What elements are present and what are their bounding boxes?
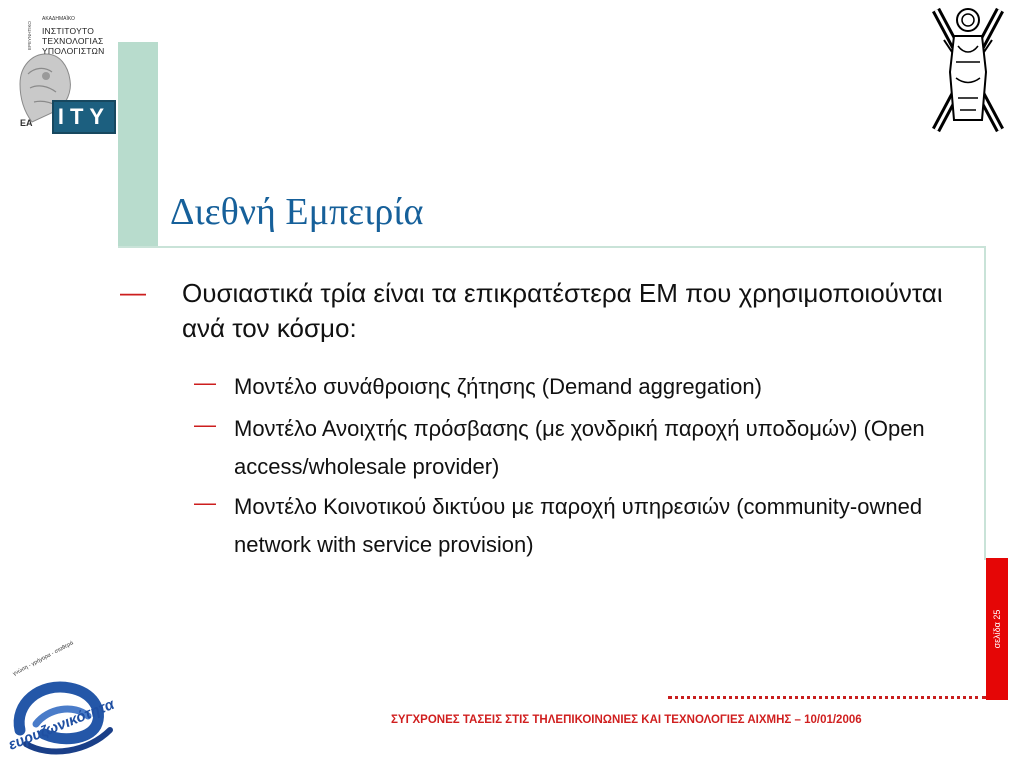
page-number-label: σελίδα 25 [992, 609, 1002, 649]
title-underline [118, 246, 986, 248]
bullet-dash: — [120, 277, 146, 307]
ity-logo-name-line: ΤΕΧΝΟΛΟΓΙΑΣ [42, 36, 104, 46]
sub-bullet-dash: — [194, 412, 216, 437]
accent-bar [118, 42, 158, 247]
ity-logo-side-text: ΕΡΕΥΝΗΤΙΚΟ [27, 21, 32, 50]
broadband-logo-word: ευρυζωνικότητα [6, 695, 117, 754]
ity-logo-name [42, 26, 104, 56]
ity-logo-top-text: ΑΚΑΔΗΜΑΪΚΟ [42, 16, 75, 22]
footer-dotted-line [668, 696, 986, 699]
right-border-line [984, 246, 986, 560]
sub-bullet-text: Μοντέλο Κοινοτικού δικτύου με παροχή υπηρεσιών (community-owned network with service provision) [234, 494, 923, 557]
ity-logo-name-line: ΙΝΣΤΙΤΟΥΤΟ [42, 26, 95, 36]
ity-logo-ea: ΕΑ [20, 118, 33, 128]
ity-logo-name-line: ΥΠΟΛΟΓΙΣΤΩΝ [42, 46, 105, 56]
page-number-box [986, 558, 1008, 700]
sub-bullet-text: Μοντέλο συνάθροισης ζήτησης (Demand aggregation) [234, 374, 762, 399]
footer-text: ΣΥΓΧΡΟΝΕΣ ΤΑΣΕΙΣ ΣΤΙΣ ΤΗΛΕΠΙΚΟΙΝΩΝΙΕΣ ΚΑΙ ΤΕΧΝΟΛΟΓΙΕΣ ΑΙΧΜΗΣ – 10/01/2006 [391, 714, 862, 726]
broadband-logo [0, 640, 128, 768]
sub-bullet-dash: — [194, 370, 216, 395]
sub-bullet-dash: — [194, 490, 216, 515]
university-seal-icon [928, 2, 1008, 138]
slide-title: Διεθνή Εμπειρία [170, 191, 424, 233]
main-bullet-text: Ουσιαστικά τρία είναι τα επικρατέστερα ΕΜ που χρησιμοποιούνται ανά τον κόσμο: [182, 278, 943, 343]
ity-logo-mark [52, 100, 116, 134]
ity-logo-mark-text: ITY [57, 104, 111, 129]
sub-bullet-text: Μοντέλο Ανοιχτής πρόσβασης (με χονδρική παροχή υποδομών) (Open access/wholesale provider) [234, 416, 925, 479]
ity-logo [18, 14, 118, 136]
broadband-logo-arc-text: γνώση - γρήγορα - σταθερά [12, 640, 75, 678]
